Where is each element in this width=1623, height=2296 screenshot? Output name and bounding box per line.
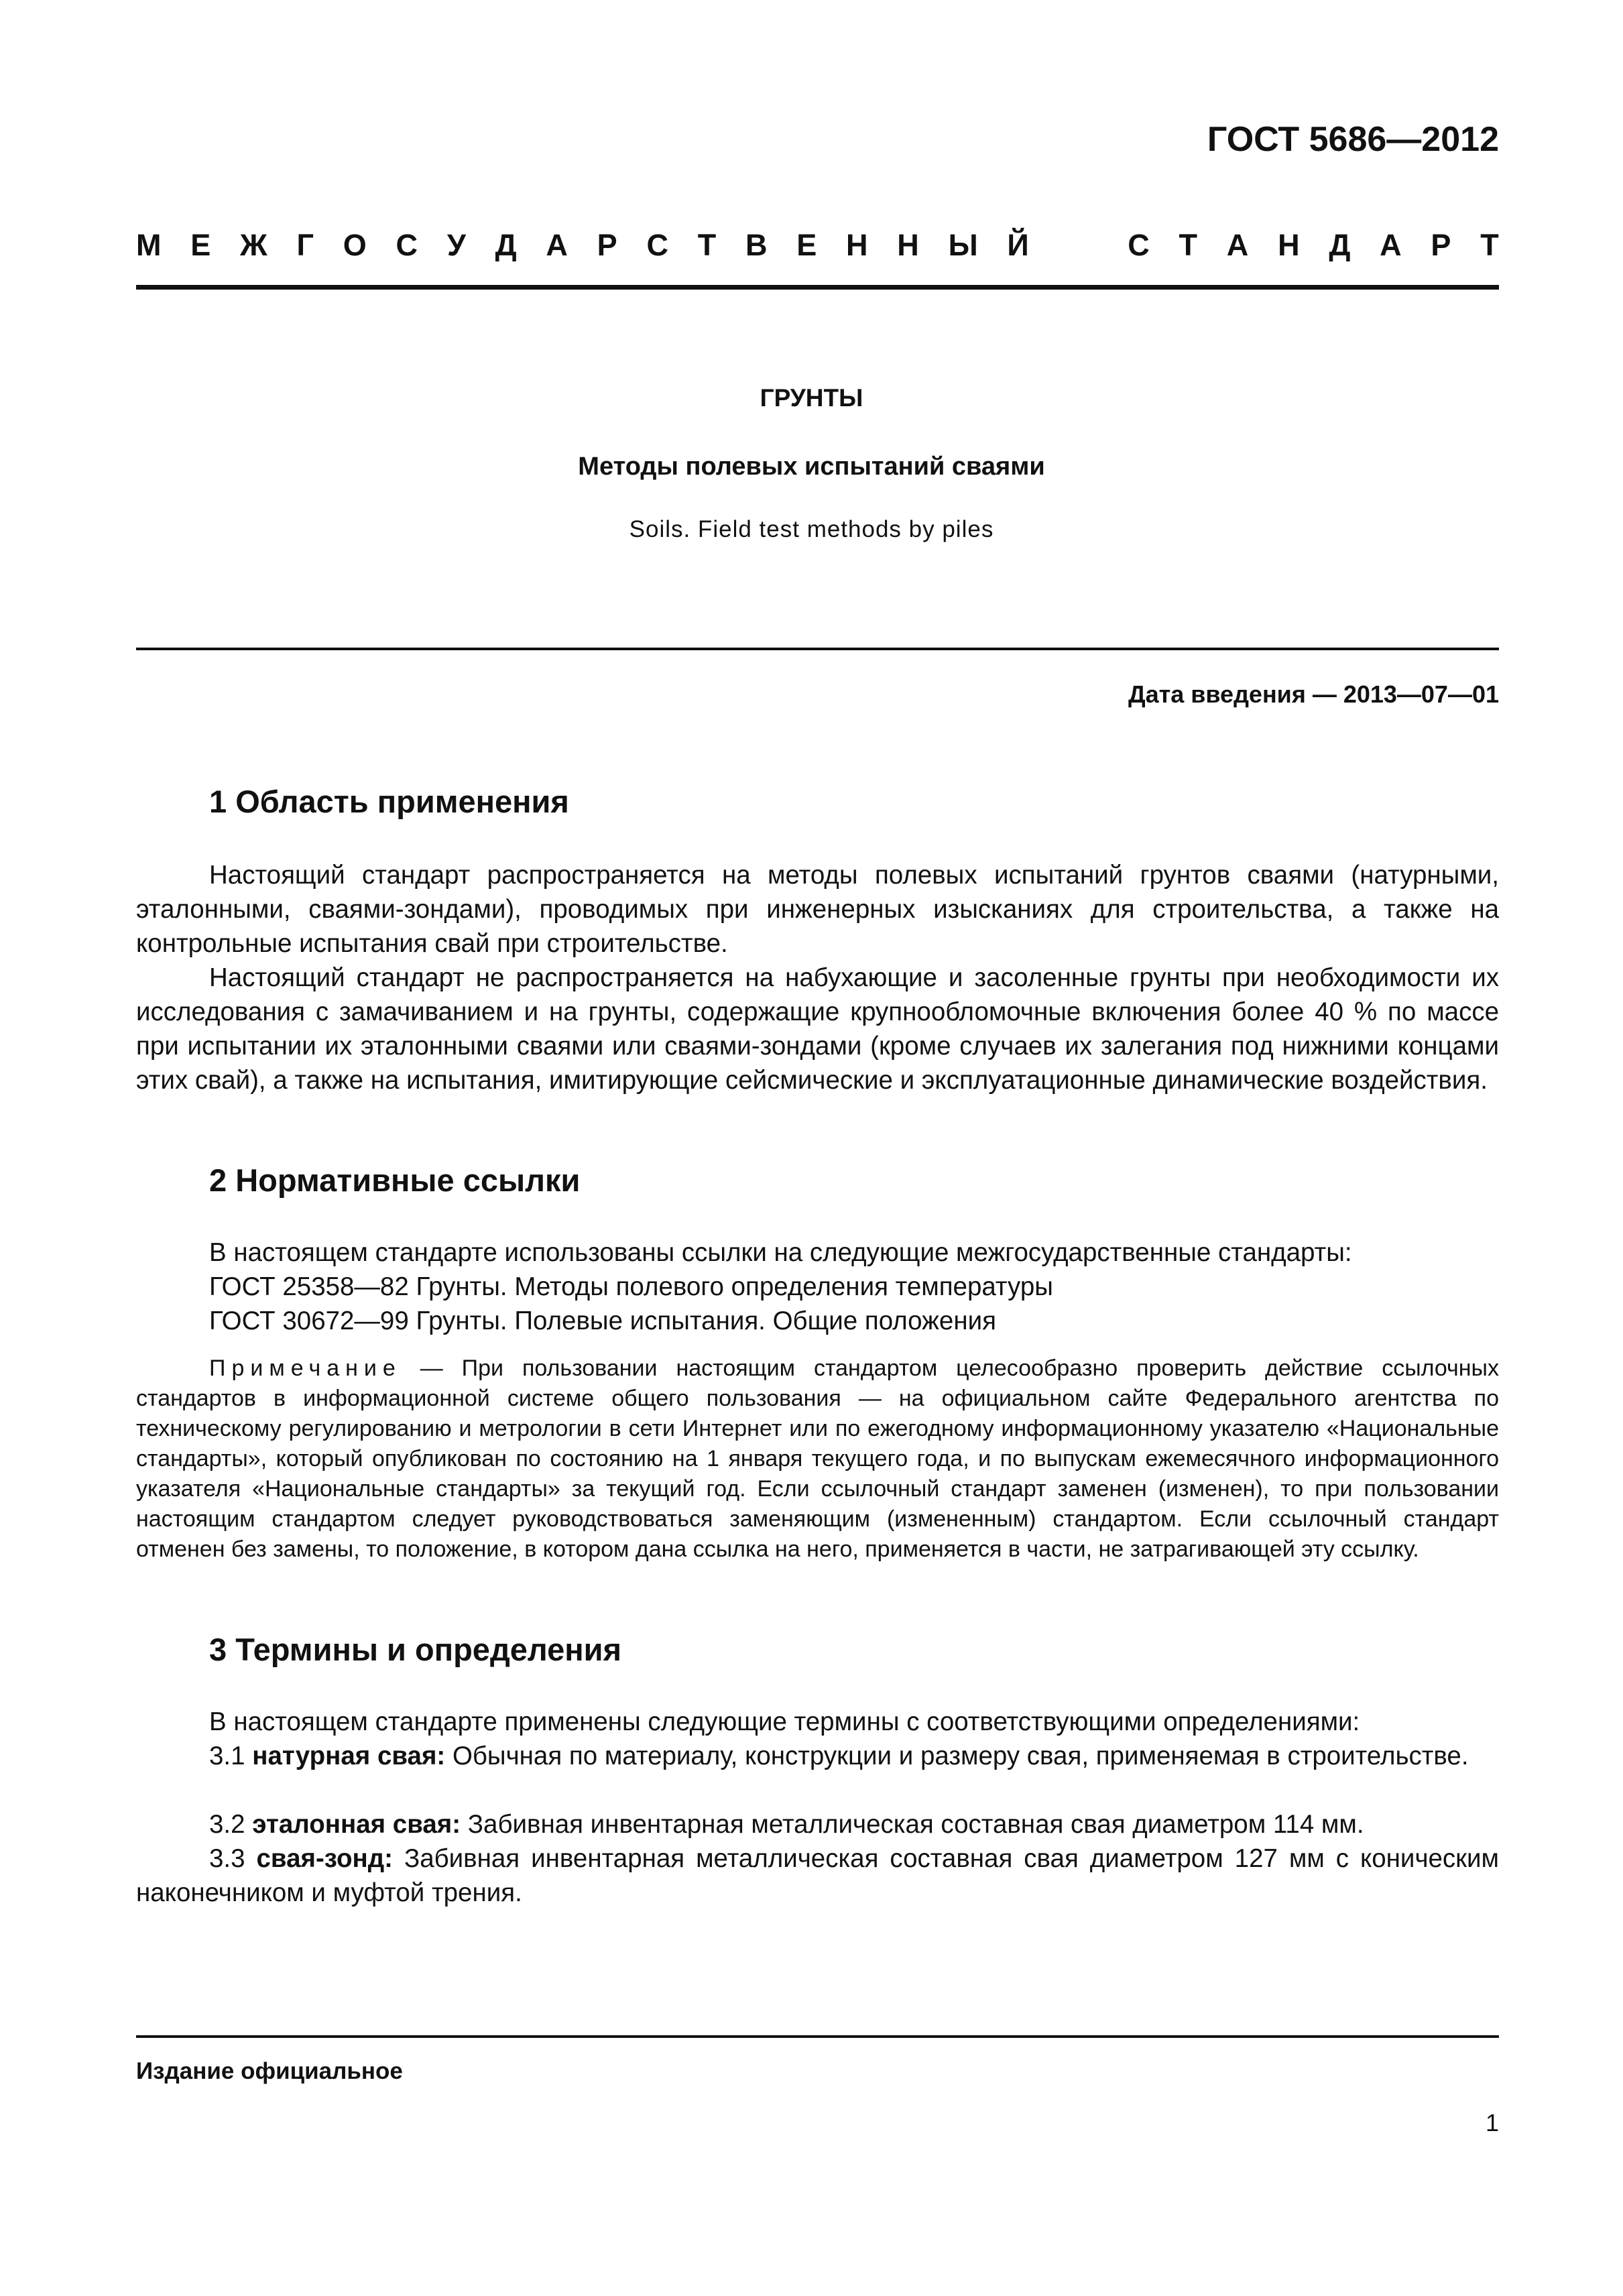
document-number: ГОСТ 5686—2012 [1207, 120, 1499, 159]
section-2-heading: 2 Нормативные ссылки [209, 1162, 581, 1198]
section-1-heading: 1 Область применения [209, 784, 569, 819]
term-definition-text: Обычная по материалу, конструкции и размеру свая, применяемая в строительстве. [452, 1742, 1469, 1770]
banner-letter: Г [296, 228, 314, 262]
banner-letter: Й [1007, 228, 1029, 262]
banner-letter: Е [796, 228, 817, 262]
term-number: 3.1 [209, 1742, 245, 1770]
banner-letter: А [1226, 228, 1249, 262]
banner-letter: М [136, 228, 162, 262]
note-label: Примечание [209, 1355, 402, 1381]
banner-letter: Р [597, 228, 617, 262]
banner-letter: Т [1480, 228, 1499, 262]
term-number: 3.2 [209, 1810, 245, 1839]
banner-letter: Д [1329, 228, 1351, 262]
term-name: эталонная свая: [252, 1810, 461, 1839]
banner-letter: А [1380, 228, 1402, 262]
banner-letter: Ж [240, 228, 267, 262]
footer-rule [136, 2035, 1499, 2038]
section-1-paragraph-1 [136, 858, 1499, 961]
title-rule [136, 648, 1499, 650]
banner-letter: Н [897, 228, 919, 262]
banner-letter: В [745, 228, 768, 262]
section-2-intro: В настоящем стандарте использованы ссылки на следующие межгосударственные стандарты: [209, 1238, 1352, 1267]
term-name: свая-зонд: [256, 1844, 393, 1873]
banner-letter: С [1128, 228, 1150, 262]
reference-item: ГОСТ 30672—99 Грунты. Полевые испытания. Общие положения [209, 1307, 996, 1335]
document-subtitle-en: Soils. Field test methods by piles [629, 516, 994, 542]
intro-date: Дата введения — 2013—07—01 [1128, 680, 1499, 708]
note-text: — При пользовании настоящим стандартом целесообразно проверить действие ссылочных стандартов в информационной системе общего пользования — на официальном сайте Федерального агентства по техническому регулированию и метрологии в сети Интернет или по ежегодному информационному указателю «Национальные стандарты», который опубликован по состоянию на 1 января текущего года, и по выпускам ежемесячного информационного указателя «Национальные стандарты» за текущий год. Если ссылочный стандарт заменен (изменен), то при пользовании настоящим стандартом следует руководствоваться заменяющим (измененным) стандартом. Если ссылочный стандарт отменен без замены, то положение, в котором дана ссылка на него, применяется в части, не затрагивающей эту ссылку. [136, 1355, 1499, 1562]
term-definition [136, 1807, 1499, 1841]
banner-letter: О [343, 228, 367, 262]
term-number: 3.3 [209, 1844, 245, 1873]
reference-item: ГОСТ 25358—82 Грунты. Методы полевого определения температуры [209, 1272, 1053, 1301]
section-1-paragraph-2 [136, 961, 1499, 1097]
standard-banner [136, 228, 1499, 263]
section-3-intro: В настоящем стандарте применены следующие термины с соответствующими определениями: [209, 1707, 1360, 1736]
term-name: натурная свая: [252, 1742, 446, 1770]
page-number: 1 [1485, 2109, 1499, 2136]
note-block [136, 1353, 1499, 1565]
banner-letter: Д [495, 228, 517, 262]
term-definition-text: Забивная инвентарная металлическая составная свая диаметром 114 мм. [467, 1810, 1364, 1839]
edition-label: Издание официальное [136, 2058, 403, 2084]
banner-rule [136, 285, 1499, 290]
banner-letter: С [396, 228, 418, 262]
banner-letter: Н [1278, 228, 1300, 262]
banner-letter: Ы [948, 228, 978, 262]
document-title: ГРУНТЫ [760, 384, 863, 412]
paragraph-text: Настоящий стандарт распространяется на методы полевых испытаний грунтов сваями (натурными, эталонными, сваями-зондами), проводимых при инженерных изысканиях для строительства, а также на контрольные испытания свай при строительстве. [136, 861, 1499, 958]
banner-letter: Р [1431, 228, 1451, 262]
banner-letter: С [646, 228, 668, 262]
banner-letter: Е [190, 228, 211, 262]
banner-letter: Т [697, 228, 717, 262]
section-3-heading: 3 Термины и определения [209, 1632, 621, 1667]
document-subtitle: Методы полевых испытаний сваями [578, 452, 1045, 481]
banner-letter: У [446, 228, 466, 262]
banner-letter: Н [846, 228, 868, 262]
banner-gap [1059, 228, 1099, 263]
term-definition [136, 1739, 1499, 1773]
paragraph-text: Настоящий стандарт не распространяется на набухающие и засоленные грунты при необходимости их исследования с замачиванием и на грунты, содержащие крупнообломочные включения более 40 % по массе при испытании их эталонными сваями или сваями-зондами (кроме случаев их залегания под нижними концами этих свай), а также на испытания, имитирующие сейсмические и эксплуатационные динамические воздействия. [136, 963, 1499, 1095]
term-definition-text: Забивная инвентарная металлическая составная свая диаметром 127 мм с коническим наконечником и муфтой трения. [136, 1844, 1499, 1907]
term-definition [136, 1841, 1499, 1910]
banner-letter: А [546, 228, 568, 262]
banner-letter: Т [1179, 228, 1198, 262]
